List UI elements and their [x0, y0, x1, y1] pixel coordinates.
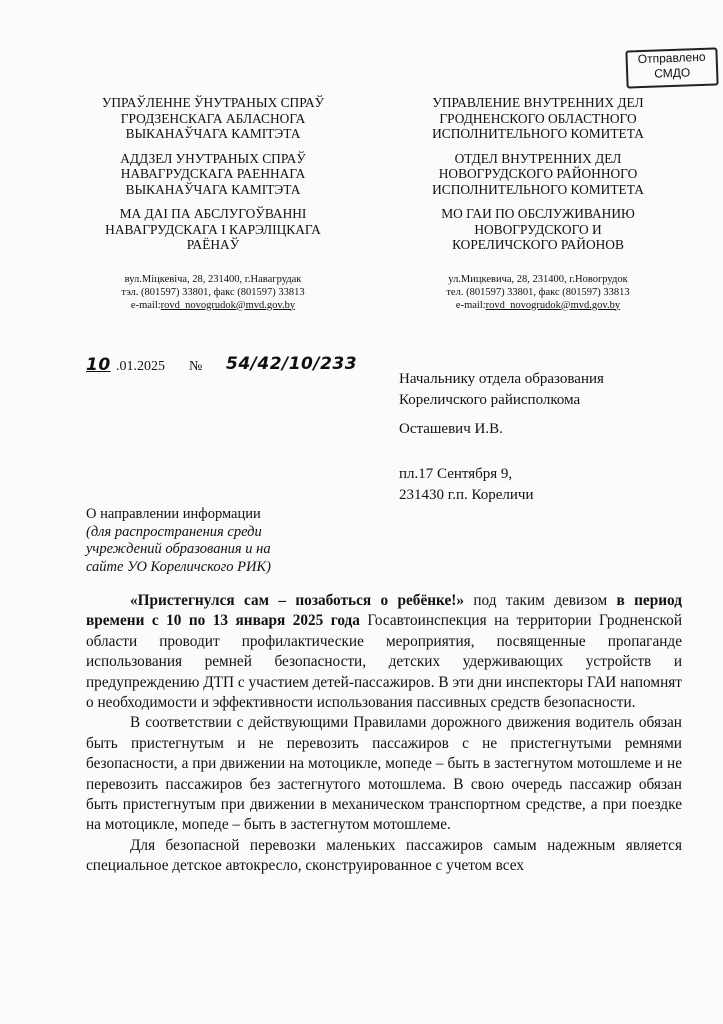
letterhead-block-2: АДДЗЕЛ УНУТРАНЫХ СПРАЎ НАВАГРУДСКАГА РАЕННАГА ВЫКАНАЎЧАГА КАМІТЭТА [120, 150, 306, 197]
handwritten-date-day: 10 [86, 355, 111, 375]
letterhead-russian [388, 95, 688, 312]
addressee-position-2: Кореличского райисполкома [399, 392, 581, 408]
addressee-block [399, 369, 604, 506]
addressee-address-1: пл.17 Сентября 9, [399, 466, 513, 482]
addressee-position-1: Начальнику отдела образования [399, 371, 604, 387]
body-paragraph-1: «Пристегнулся сам – позаботься о ребёнке!» под таким девизом в период времени с 10 по 13 января 2025 года Госавтоинспекция на территории Гродненской области проводит профилактические мероприятия, посвященные пропаганде использования ремней безопасности, детских удерживающих устройств и предупреждению ДТП с участием детей-пассажиров. В эти дни инспекторы ГАИ напомнят о необходимости и эффективности использования пассивных средств безопасности. [86, 592, 683, 712]
addressee-address-2: 231430 г.п. Кореличи [399, 487, 534, 503]
body-paragraph-3: Для безопасной перевозки маленьких пассажиров самым надежным является специальное детское автокресло, сконструированное с учетом всех [86, 836, 682, 875]
body-paragraph-2: В соответствии с действующими Правилами дорожного движения водитель обязан быть пристегнутым и не перевозить пассажиров с не пристегнутыми ремнями безопасности, а при движении на мотоцикле, мопеде – быть в застегнутом мотошлеме и не перевозить пассажиров без застегнутого мотошлема. В свою очередь пассажир обязан быть пристегнутым при движении в механическом транспортном средстве, а при поездке на мотоцикле, мопеде – быть в застегнутом мотошлеме. [86, 714, 682, 834]
letterhead-block-1: УПРАЎЛЕННЕ ЎНУТРАНЫХ СПРАЎ ГРОДЗЕНСКАГА АБЛАСНОГА ВЫКАНАЎЧАГА КАМІТЭТА [101, 95, 325, 141]
subject-line-2: (для распространения среди [86, 523, 262, 540]
letterhead-block-3: МА ДАІ ПА АБСЛУГОЎВАННІ НАВАГРУДСКАГА І КАРЭЛІЦКАГА РАЁНАЎ [105, 206, 321, 252]
stamp-line-1: Отправлено [637, 49, 706, 67]
campaign-period: в период времени с 10 по 13 января 2025 года [86, 592, 682, 630]
letterhead-block-3: МО ГАИ ПО ОБСЛУЖИВАНИЮ НОВОГРУДСКОГО И КОРЕЛИЧСКОГО РАЙОНОВ [441, 206, 635, 252]
letter-body [86, 591, 682, 877]
letterhead-contacts [388, 273, 688, 312]
campaign-slogan: «Пристегнулся сам – позаботься о ребёнке!» [130, 592, 465, 609]
subject-block [86, 506, 336, 576]
letterhead-contacts [68, 273, 358, 312]
stamp-line-2: СМДО [653, 65, 691, 81]
printed-date: .01.2025 [116, 359, 165, 374]
postal-address: вул.Міцкевіча, 28, 231400, г.Навагрудак [124, 273, 302, 285]
phone-fax: тэл. (801597) 33801, факс (801597) 33813 [121, 286, 305, 298]
email-link[interactable]: rovd_novogrudok@mvd.gov.by [160, 299, 296, 311]
subject-line-3: учреждений образования и на [86, 541, 271, 557]
sent-stamp [625, 47, 718, 88]
handwritten-reg-number: 54/42/10/233 [226, 354, 358, 374]
number-sign: № [189, 359, 203, 374]
postal-address: ул.Мицкевича, 28, 231400, г.Новогрудок [448, 273, 628, 285]
phone-fax: тел. (801597) 33801, факс (801597) 33813 [446, 286, 630, 298]
email-line [68, 299, 358, 312]
letterhead-belarusian [68, 95, 358, 312]
addressee-name: Осташевич И.В. [399, 421, 503, 437]
email-link[interactable]: rovd_novogrudok@mvd.gov.by [485, 299, 621, 311]
email-label: e-mail: [130, 299, 161, 311]
email-line [388, 299, 688, 312]
subject-line-4: сайте УО Кореличского РИК) [86, 558, 271, 575]
email-label: e-mail: [455, 299, 486, 311]
letterhead-block-1: УПРАВЛЕНИЕ ВНУТРЕННИХ ДЕЛ ГРОДНЕНСКОГО ОБЛАСТНОГО ИСПОЛНИТЕЛЬНОГО КОМИТЕТА [432, 95, 644, 141]
subject-line-1: О направлении информации [86, 506, 261, 522]
letterhead-block-2: ОТДЕЛ ВНУТРЕННИХ ДЕЛ НОВОГРУДСКОГО РАЙОННОГО ИСПОЛНИТЕЛЬНОГО КОМИТЕТА [432, 150, 644, 197]
